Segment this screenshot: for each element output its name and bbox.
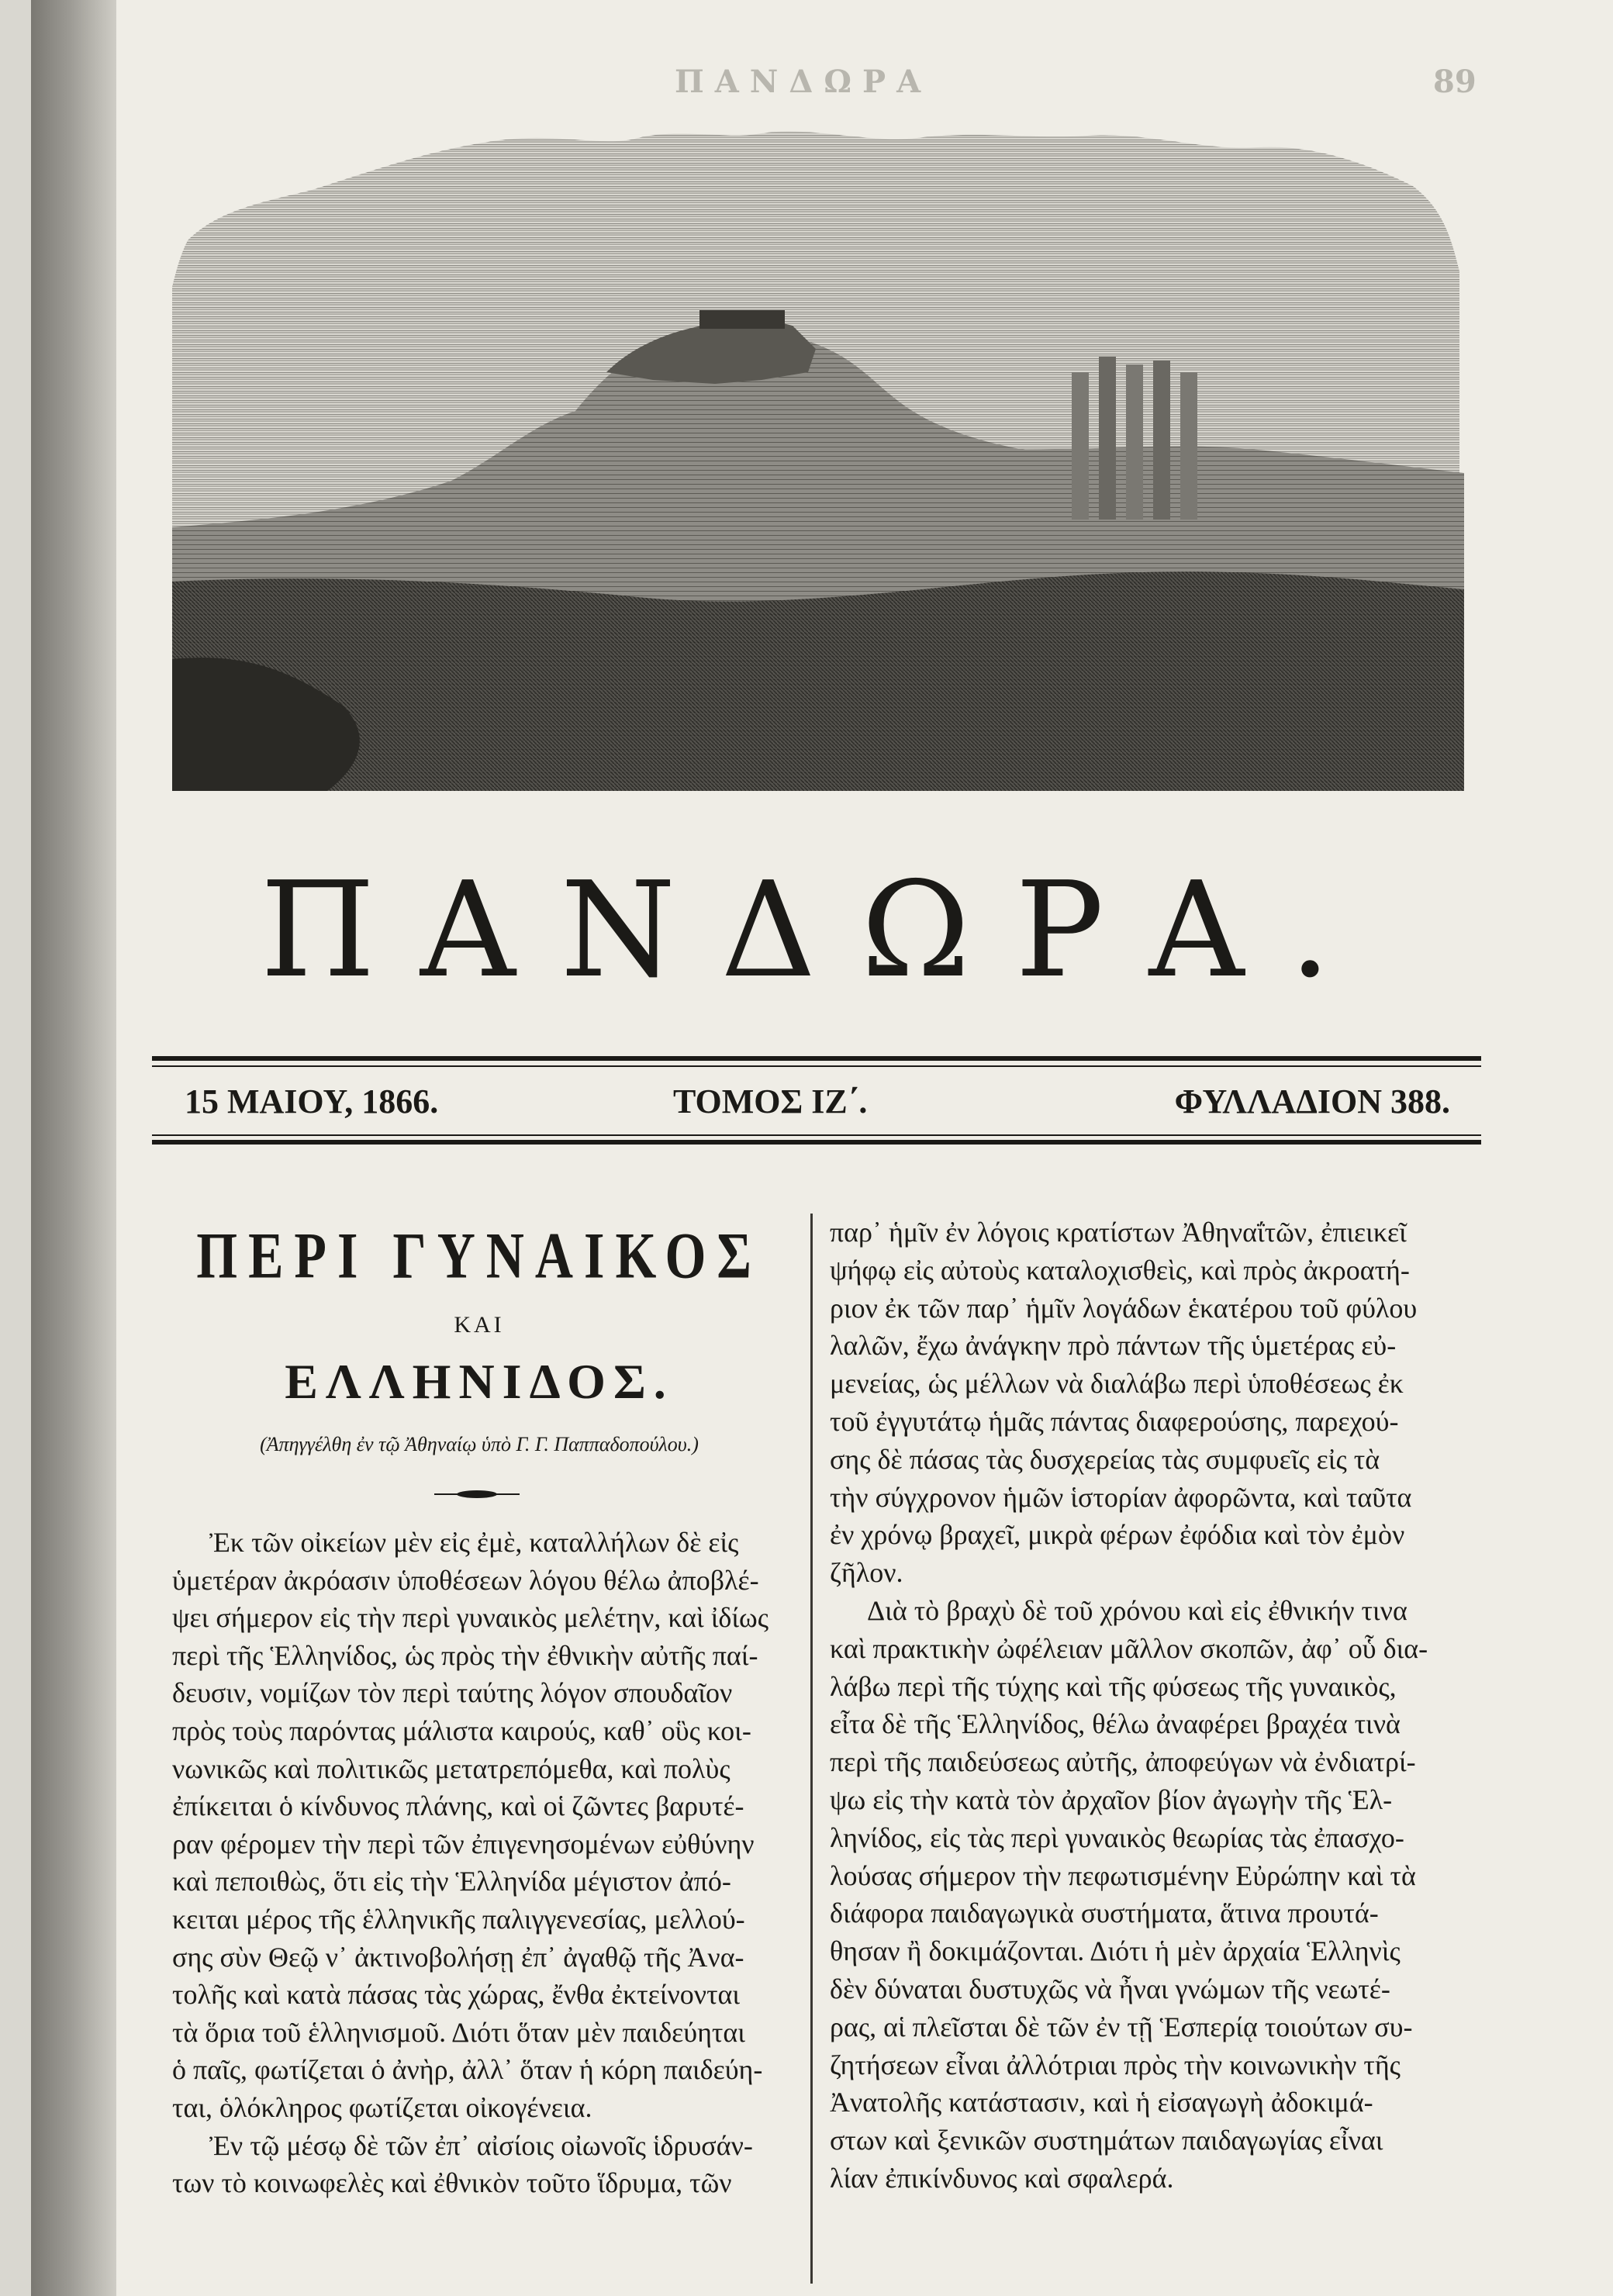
- text-line: λίαν ἐπικίνδυνος καὶ σφαλερά.: [830, 2162, 1174, 2194]
- text-line: ζητήσεων εἶναι ἀλλότριαι πρὸς τὴν κοινωνικὴν τῆς: [830, 2049, 1401, 2080]
- issue-volume: ΤΟΜΟΣ ΙΖ΄.: [673, 1082, 868, 1120]
- issue-fascicle: ΦΥΛΛΑΔΙΟΝ 388.: [1174, 1082, 1450, 1120]
- text-line: λαλῶν, ἔχω ἀνάγκην πρὸ πάντων τῆς ὑμετέρας εὐ-: [830, 1330, 1397, 1362]
- text-line: των τὸ κοινωφελὲς καὶ ἐθνικὸν τοῦτο ἵδρυμα, τῶν: [172, 2167, 732, 2199]
- text-line: Ἐκ τῶν οἰκείων μὲν εἰς ἐμὲ, καταλλήλων δὲ εἰς: [209, 1527, 739, 1558]
- text-line: θησαν ἢ δοκιμάζονται. Διότι ἡ μὲν ἀρχαία Ἑλληνὶς: [830, 1935, 1401, 1967]
- article-title: ΠΕΡΙ ΓΥΝΑΙΚΟΣ: [196, 1218, 762, 1293]
- binding-shadow: [31, 0, 116, 2296]
- text-line: τὴν σύγχρονον ἡμῶν ἱστορίαν ἀφορῶντα, καὶ ταῦτα: [830, 1481, 1412, 1513]
- text-line: κειται μέρος τῆς ἑλληνικῆς παλιγγενεσίας, μελλού-: [172, 1903, 745, 1935]
- text-line: ἐπίκειται ὁ κίνδυνος πλάνης, καὶ οἱ ζῶντες βαρυτέ-: [172, 1790, 744, 1822]
- text-line: ψω εἰς τὴν κατὰ τὸν ἀρχαῖον βίον ἀγωγὴν τῆς Ἑλ-: [830, 1783, 1393, 1815]
- text-line: εἶτα δὲ τῆς Ἑλληνίδος, θέλω ἀναφέρει βραχέα τινὰ: [830, 1708, 1401, 1740]
- column-divider: [810, 1214, 813, 2284]
- text-line: ψει σήμερον εἰς τὴν περὶ γυναικὸς μελέτην, καὶ ἰδίως: [172, 1602, 769, 1634]
- text-line: ριον ἐκ τῶν παρ᾽ ἡμῖν λογάδων ἑκατέρου τοῦ φύλου: [830, 1292, 1418, 1324]
- text-line: καὶ πρακτικὴν ὠφέλειαν μᾶλλον σκοπῶν, ἀφ᾽ οὗ δια-: [830, 1632, 1428, 1664]
- text-line: ρας, αἱ πλεῖσται δὲ τῶν ἐν τῇ Ἑσπερίᾳ τοιούτων συ-: [830, 2011, 1413, 2042]
- text-line: σης σὺν Θεῷ ν᾽ ἀκτινοβολήσῃ ἐπ᾽ ἀγαθῷ τῆς Ἀνα-: [172, 1941, 744, 1973]
- masthead-rule-top-thin: [152, 1065, 1481, 1067]
- text-line: τολῆς καὶ κατὰ πάσας τὰς χώρας, ἔνθα ἐκτείνονται: [172, 1979, 741, 2011]
- text-line: στων καὶ ξενικῶν συστημάτων παιδαγωγίας εἶναι: [830, 2125, 1383, 2156]
- text-line: μενείας, ὡς μέλλων νὰ διαλάβω περὶ ὑποθέσεως ἐκ: [830, 1368, 1404, 1400]
- text-line: περὶ τῆς παιδεύσεως αὐτῆς, ἀποφεύγων νὰ ἐνδιατρί-: [830, 1746, 1416, 1778]
- text-line: παρ᾽ ἡμῖν ἐν λόγοις κρατίστων Ἀθηναΐτῶν, ἐπιεικεῖ: [830, 1217, 1407, 1248]
- issue-rule-bottom-thin: [152, 1134, 1481, 1136]
- acropolis-engraving: [172, 116, 1464, 791]
- text-line: ραν φέρομεν τὴν περὶ τῶν ἐπιγενησομένων εὐθύνην: [172, 1828, 755, 1859]
- masthead-title: ΠΑΝΔΩΡΑ.: [260, 854, 1376, 1007]
- text-line: λούσας σήμερον τὴν πεφωτισμένην Εὐρώπην καὶ τὰ: [830, 1859, 1416, 1891]
- text-line: Διὰ τὸ βραχὺ δὲ τοῦ χρόνου καὶ εἰς ἐθνικήν τινα: [867, 1594, 1407, 1626]
- text-line: καὶ πεποιθὼς, ὅτι εἰς τὴν Ἑλληνίδα μέγιστον ἀπό-: [172, 1866, 731, 1897]
- text-line: περὶ τῆς Ἑλληνίδος, ὡς πρὸς τὴν ἐθνικὴν αὐτῆς παί-: [172, 1639, 758, 1671]
- text-line: λάβω περὶ τῆς τύχης καὶ τῆς φύσεως τῆς γυναικὸς,: [830, 1670, 1397, 1702]
- text-line: ζῆλον.: [830, 1557, 903, 1589]
- right-column-body: [830, 1214, 1483, 2198]
- masthead-rule-top: [152, 1056, 1481, 1061]
- text-line: ἐν χρόνῳ βραχεῖ, μικρὰ φέρων ἐφόδια καὶ τὸν ἐμὸν: [830, 1519, 1405, 1551]
- text-line: δευσιν, νομίζων τὸν περὶ ταύτης λόγον σπουδαῖον: [172, 1677, 733, 1709]
- text-line: Ἀνατολῆς κατάστασιν, καὶ ἡ εἰσαγωγὴ ἀδοκιμά-: [830, 2087, 1373, 2118]
- text-line: Ἐν τῷ μέσῳ δὲ τῶν ἐπ᾽ αἰσίοις οἰωνοῖς ἱδρυσάν-: [209, 2129, 753, 2161]
- article-byline: (Ἀπηγγέλθη ἐν τῷ Ἀθηναίῳ ὑπὸ Γ. Γ. Παππαδοπούλου.): [260, 1433, 699, 1455]
- text-line: σης δὲ πάσας τὰς δυσχερείας τὰς συμφυεῖς εἰς τὰ: [830, 1443, 1380, 1475]
- left-column-body: [172, 1524, 786, 2202]
- article-title-conjunction: ΚΑΙ: [454, 1312, 505, 1338]
- text-line: ψήφῳ εἰς αὐτοὺς καταλοχισθεὶς, καὶ πρὸς ἀκροατή-: [830, 1254, 1410, 1286]
- text-line: δὲν δύναται δυστυχῶς νὰ ἦναι γνώμων τῆς νεωτέ-: [830, 1973, 1390, 2004]
- text-line: τοῦ ἐγγυτάτῳ ἡμᾶς πάντας διαφερούσης, παρεχού-: [830, 1405, 1399, 1437]
- text-line: διάφορα παιδαγωγικὰ συστήματα, ἅτινα προυτά-: [830, 1897, 1379, 1929]
- text-line: ληνίδος, εἰς τὰς περὶ γυναικὸς θεωρίας τὰς ἐπασχο-: [830, 1821, 1404, 1853]
- issue-line: [185, 1082, 1450, 1128]
- text-line: ὑμετέραν ἀκρόασιν ὑποθέσεων λόγου θέλω ἀποβλέ-: [172, 1564, 759, 1596]
- text-line: νωνικῶς καὶ πολιτικῶς μετατρεπόμεθα, καὶ πολὺς: [172, 1752, 731, 1784]
- text-line: ται, ὁλόκληρος φωτίζεται οἰκογένεια.: [172, 2091, 592, 2123]
- text-line: ὁ παῖς, φωτίζεται ὁ ἀνὴρ, ἀλλ᾽ ὅταν ἡ κόρη παιδεύη-: [172, 2054, 763, 2086]
- running-head: ΠΑΝΔΩΡΑ: [675, 64, 932, 100]
- text-line: τὰ ὅρια τοῦ ἑλληνισμοῦ. Διότι ὅταν μὲν παιδεύηται: [172, 2016, 745, 2048]
- page-number: 89: [1433, 64, 1477, 100]
- engraving-illustration: [172, 116, 1464, 791]
- text-line: πρὸς τοὺς παρόντας μάλιστα καιρούς, καθ᾽ οὓς κοι-: [172, 1714, 751, 1746]
- scan-margin: [0, 0, 31, 2296]
- divider-ornament: [434, 1489, 520, 1500]
- issue-date: 15 ΜΑΙΟΥ, 1866.: [185, 1082, 439, 1120]
- article-subtitle: ΕΛΛΗΝΙΔΟΣ.: [285, 1354, 674, 1409]
- issue-rule-bottom: [152, 1140, 1481, 1145]
